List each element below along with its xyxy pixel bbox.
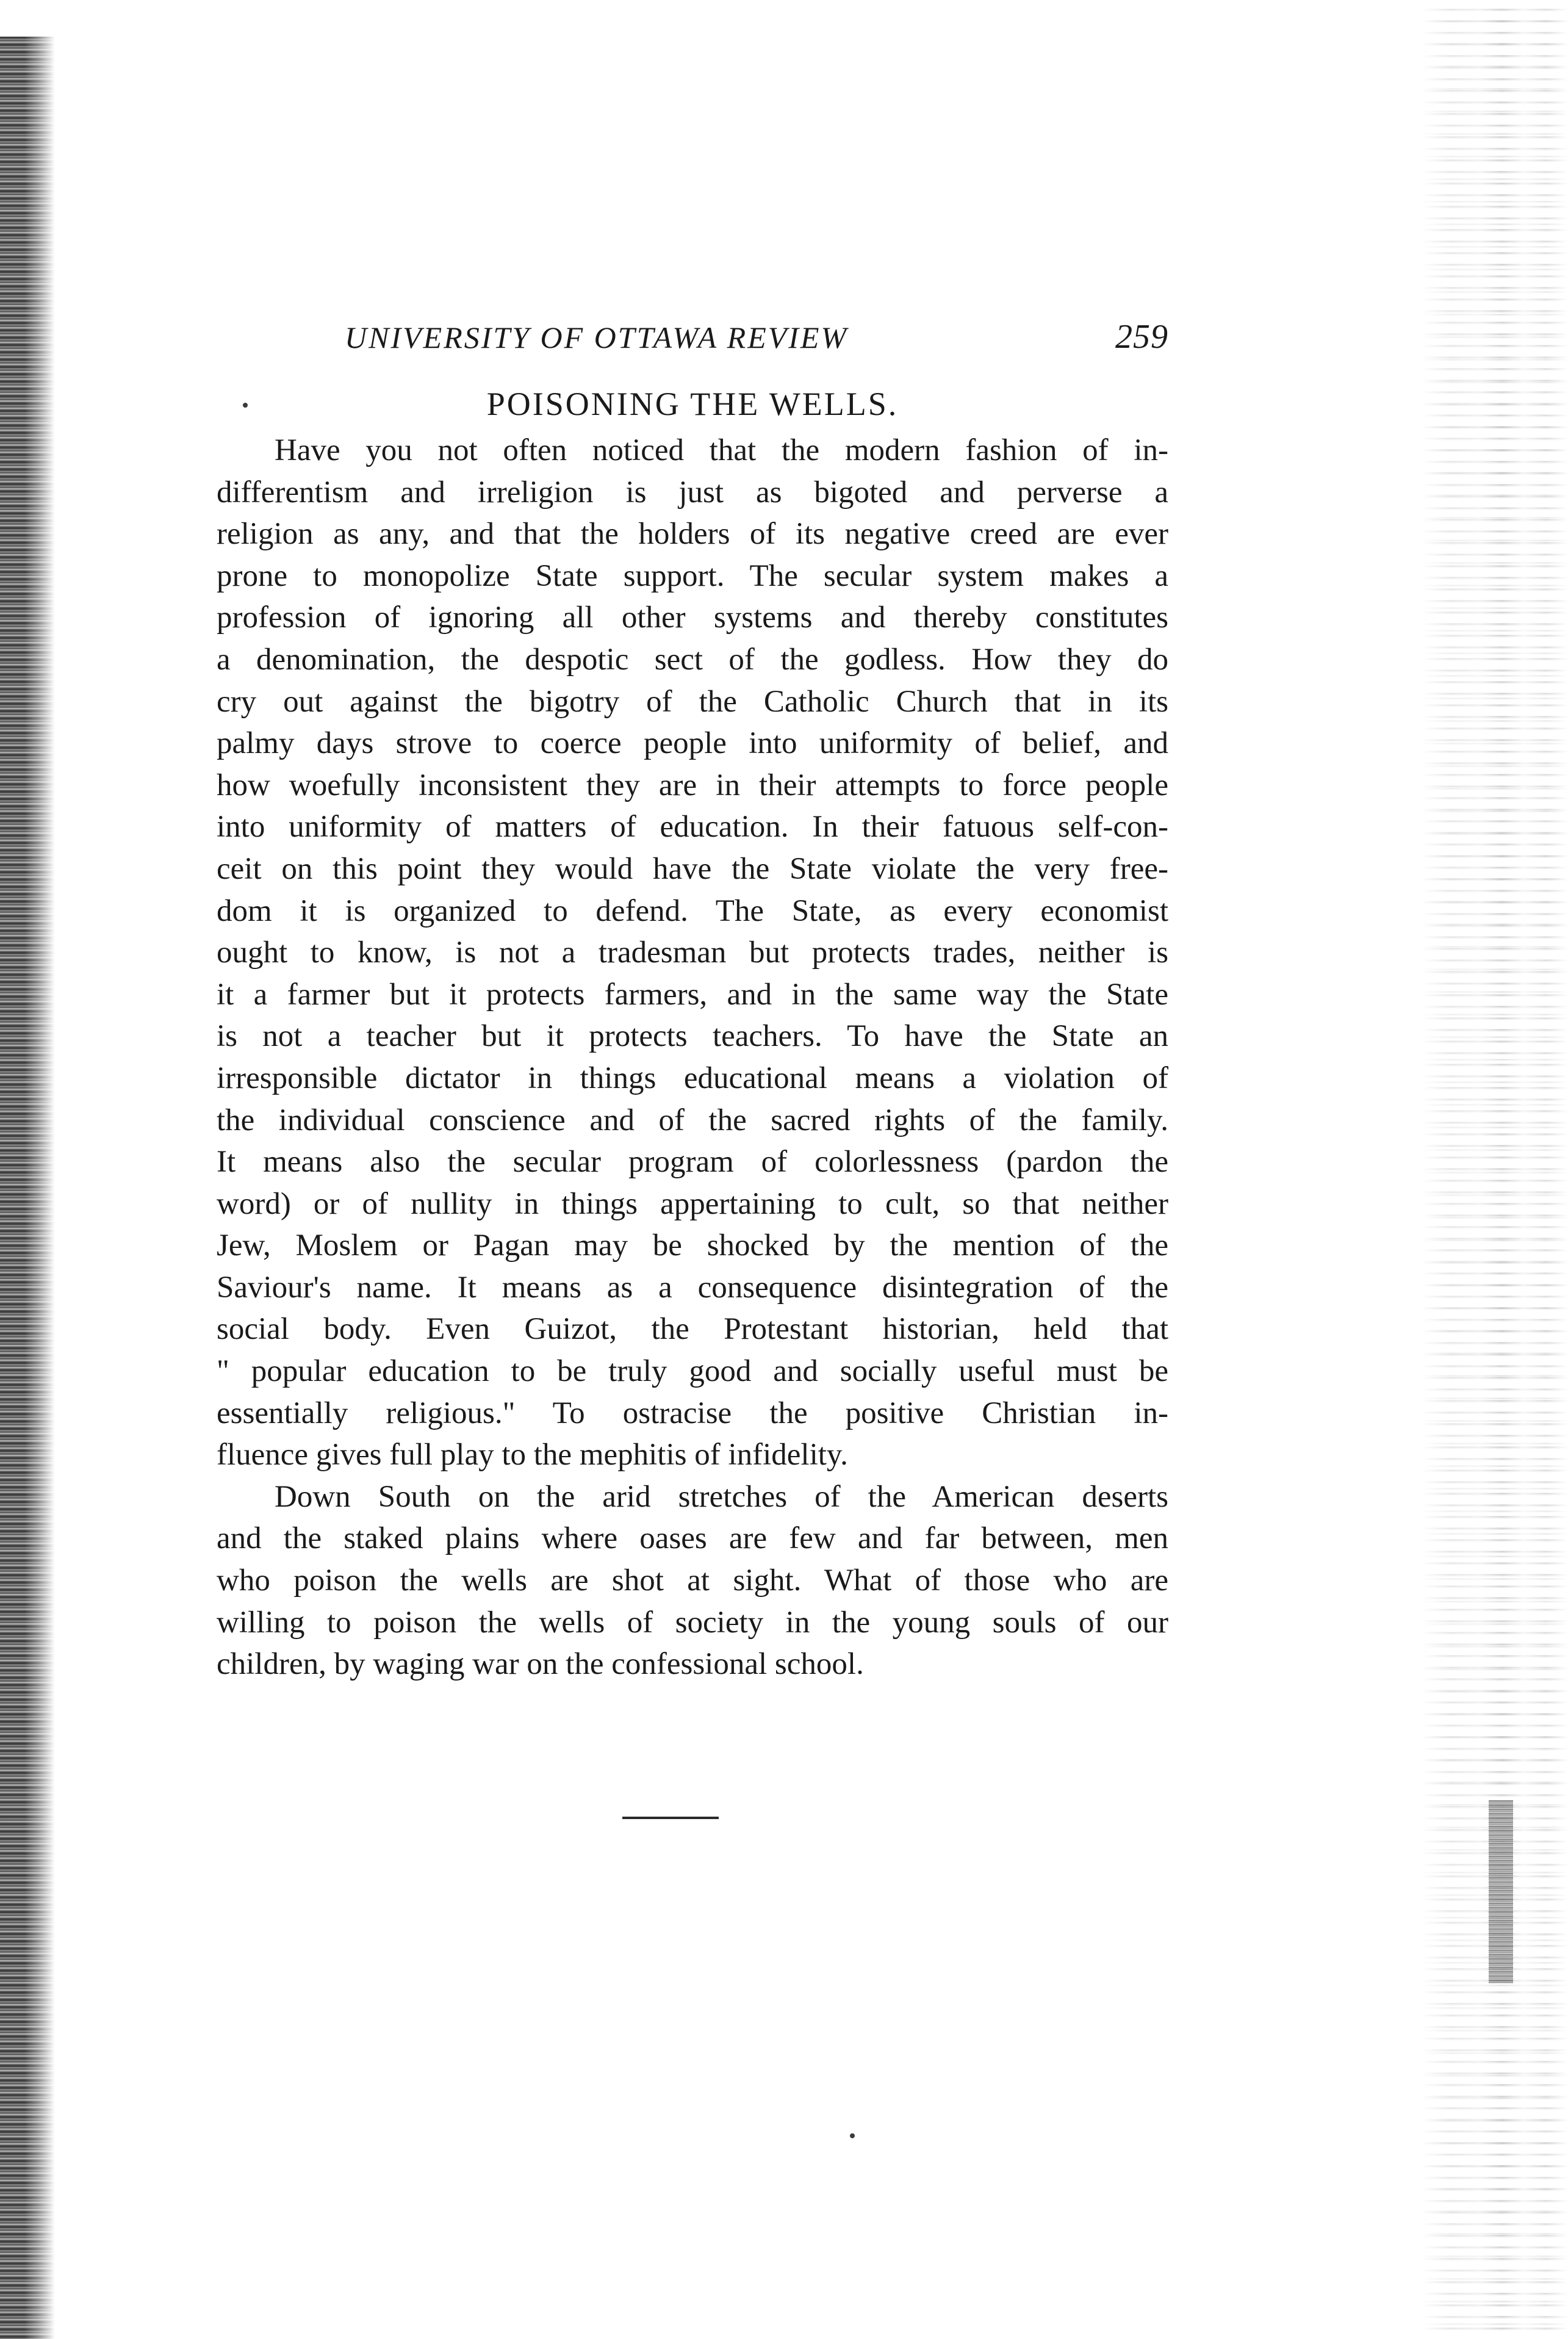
text-line: profession of ignoring all other systems and thereby constitutes <box>217 600 1168 635</box>
section-end-rule <box>622 1817 719 1819</box>
text-line: irresponsible dictator in things educational means a violation of <box>217 1061 1168 1095</box>
scanned-right-edge-mark <box>1489 1800 1513 1983</box>
text-line: into uniformity of matters of education. In their fatuous self-con- <box>217 810 1168 845</box>
text-line: Down South on the arid stretches of the American deserts <box>275 1479 1168 1514</box>
text-line: the individual conscience and of the sacred rights of the family. <box>217 1103 1168 1137</box>
text-line: essentially religious." To ostracise the positive Christian in- <box>217 1396 1168 1430</box>
stray-mark <box>243 403 248 408</box>
text-line: religion as any, and that the holders of its negative creed are ever <box>217 517 1168 552</box>
text-line: willing to poison the wells of society in the young souls of our <box>217 1605 1168 1640</box>
paragraph-1 <box>217 430 1168 1476</box>
text-line: Saviour's name. It means as a consequence disintegration of the <box>217 1270 1168 1305</box>
text-line: ought to know, is not a tradesman but protects trades, neither is <box>217 935 1168 970</box>
text-line: Jew, Moslem or Pagan may be shocked by the mention of the <box>217 1228 1168 1263</box>
text-line: social body. Even Guizot, the Protestant historian, held that <box>217 1312 1168 1347</box>
text-line: who poison the wells are shot at sight. What of those who are <box>217 1563 1168 1598</box>
text-line: ceit on this point they would have the State violate the very free- <box>217 851 1168 886</box>
text-line: It means also the secular program of colorlessness (pardon the <box>217 1145 1168 1180</box>
scanned-right-edge <box>1422 0 1568 2339</box>
text-line: is not a teacher but it protects teachers. To have the State an <box>217 1019 1168 1054</box>
running-title: UNIVERSITY OF OTTAWA REVIEW <box>345 320 849 355</box>
text-line: fluence gives full play to the mephitis of infidelity. <box>217 1438 848 1472</box>
text-line: Have you not often noticed that the modern fashion of in- <box>275 433 1168 467</box>
article-title: POISONING THE WELLS. <box>486 386 899 422</box>
text-line: a denomination, the despotic sect of the godless. How they do <box>217 642 1168 677</box>
text-line: and the staked plains where oases are few and far between, men <box>217 1521 1168 1556</box>
text-line: children, by waging war on the confessional school. <box>217 1647 864 1682</box>
scanned-binding-edge <box>0 37 55 2339</box>
text-line: " popular education to be truly good and socially useful must be <box>217 1354 1168 1389</box>
text-line: it a farmer but it protects farmers, and in the same way the State <box>217 977 1168 1012</box>
running-header <box>217 317 1168 366</box>
text-line: cry out against the bigotry of the Catholic Church that in its <box>217 684 1168 719</box>
article-body <box>217 430 1168 1685</box>
page <box>217 317 1168 1685</box>
text-line: dom it is organized to defend. The State, as every economist <box>217 893 1168 928</box>
stray-mark <box>850 2133 855 2138</box>
paragraph-2 <box>217 1476 1168 1685</box>
text-line: differentism and irreligion is just as bigoted and perverse a <box>217 475 1168 510</box>
text-line: word) or of nullity in things appertaining to cult, so that neither <box>217 1186 1168 1221</box>
text-line: how woefully inconsistent they are in their attempts to force people <box>217 768 1168 802</box>
text-line: prone to monopolize State support. The secular system makes a <box>217 558 1168 593</box>
page-number: 259 <box>1115 318 1168 356</box>
text-line: palmy days strove to coerce people into uniformity of belief, and <box>217 726 1168 761</box>
